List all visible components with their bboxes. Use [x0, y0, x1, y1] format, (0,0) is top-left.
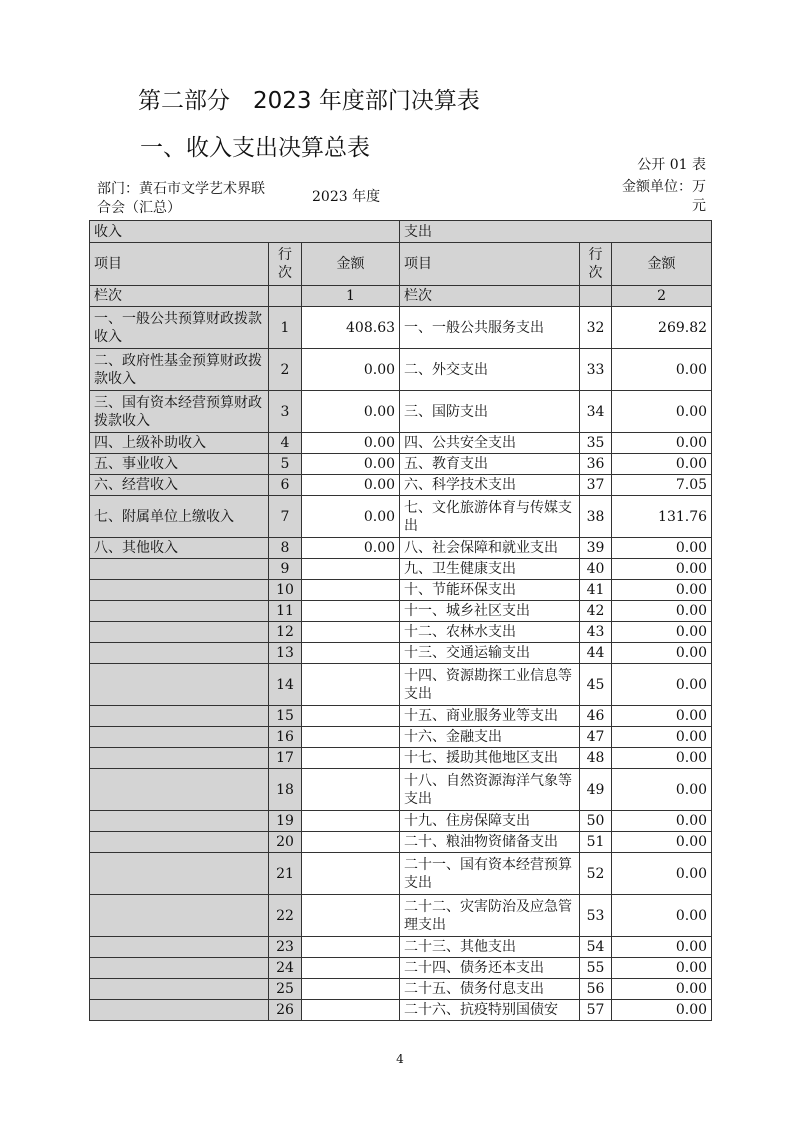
- expense-item-cell: 六、科学技术支出: [400, 475, 580, 496]
- expense-amount-cell: 0.00: [612, 601, 712, 622]
- expense-row-cell: 36: [580, 454, 612, 475]
- income-amount-cell: [302, 853, 400, 895]
- income-row-cell: 21: [269, 853, 302, 895]
- expense-row-cell: 35: [580, 433, 612, 454]
- income-amount-cell: 0.00: [302, 391, 400, 433]
- expense-amount-cell: 0.00: [612, 811, 712, 832]
- expense-amount-cell: 0.00: [612, 853, 712, 895]
- income-item-cell: 五、事业收入: [90, 454, 269, 475]
- income-amount-cell: [302, 1000, 400, 1021]
- income-item-cell: [90, 811, 269, 832]
- expense-item-cell: 十八、自然资源海洋气象等支出: [400, 769, 580, 811]
- table-row: [90, 748, 712, 769]
- expense-row-cell: 47: [580, 727, 612, 748]
- income-row-cell: 2: [269, 349, 302, 391]
- income-row-cell: 26: [269, 1000, 302, 1021]
- income-item-cell: 三、国有资本经营预算财政拨款收入: [90, 391, 269, 433]
- expense-item-cell: 二十五、债务付息支出: [400, 979, 580, 1000]
- income-item-cell: [90, 601, 269, 622]
- part-title: 第二部分 2023 年度部门决算表: [138, 88, 480, 114]
- expense-amount-cell: 0.00: [612, 559, 712, 580]
- table-row: [90, 538, 712, 559]
- expense-item-cell: 二十、粮油物资储备支出: [400, 832, 580, 853]
- table-row: [90, 643, 712, 664]
- income-row-cell: 15: [269, 706, 302, 727]
- expense-amount-cell: 0.00: [612, 454, 712, 475]
- expense-row-cell: 32: [580, 307, 612, 349]
- expense-amount-cell: 0.00: [612, 895, 712, 937]
- income-row-cell: 8: [269, 538, 302, 559]
- expense-row-cell: 42: [580, 601, 612, 622]
- expense-row-cell: 54: [580, 937, 612, 958]
- expense-item-cell: 五、教育支出: [400, 454, 580, 475]
- expense-amount-cell: 0.00: [612, 643, 712, 664]
- expense-row-cell: 57: [580, 1000, 612, 1021]
- expense-item-cell: 十九、住房保障支出: [400, 811, 580, 832]
- expense-item-cell: 三、国防支出: [400, 391, 580, 433]
- income-row-cell: 1: [269, 307, 302, 349]
- expense-row-cell: 50: [580, 811, 612, 832]
- expense-seq-number: 2: [612, 286, 712, 307]
- table-row: [90, 349, 712, 391]
- expense-item-cell: 二十三、其他支出: [400, 937, 580, 958]
- income-amount-header: 金额: [302, 243, 400, 286]
- expense-amount-cell: 0.00: [612, 979, 712, 1000]
- income-amount-cell: [302, 559, 400, 580]
- income-row-cell: 23: [269, 937, 302, 958]
- expense-row-header: 行次: [580, 243, 612, 286]
- income-item-cell: [90, 643, 269, 664]
- table-row: [90, 475, 712, 496]
- table-row: [90, 811, 712, 832]
- income-item-cell: 七、附属单位上缴收入: [90, 496, 269, 538]
- expense-item-cell: 八、社会保障和就业支出: [400, 538, 580, 559]
- income-amount-cell: [302, 895, 400, 937]
- table-row: [90, 706, 712, 727]
- income-seq-label: 栏次: [90, 286, 269, 307]
- income-item-cell: 二、政府性基金预算财政拨款收入: [90, 349, 269, 391]
- income-item-cell: 四、上级补助收入: [90, 433, 269, 454]
- table-row: [90, 895, 712, 937]
- income-amount-cell: [302, 958, 400, 979]
- income-item-cell: [90, 748, 269, 769]
- expense-row-cell: 51: [580, 832, 612, 853]
- expense-amount-cell: 7.05: [612, 475, 712, 496]
- expense-row-cell: 55: [580, 958, 612, 979]
- table-row: [90, 496, 712, 538]
- expense-row-cell: 38: [580, 496, 612, 538]
- table-row: [90, 769, 712, 811]
- income-row-cell: 22: [269, 895, 302, 937]
- table-row: [90, 937, 712, 958]
- income-item-cell: [90, 853, 269, 895]
- income-amount-cell: [302, 601, 400, 622]
- expense-item-cell: 十二、农林水支出: [400, 622, 580, 643]
- table-row: [90, 832, 712, 853]
- expense-row-cell: 40: [580, 559, 612, 580]
- table-row: [90, 853, 712, 895]
- column-header-row: [90, 243, 712, 286]
- expense-item-cell: 十六、金融支出: [400, 727, 580, 748]
- income-item-cell: 六、经营收入: [90, 475, 269, 496]
- department-label: 部门：黄石市文学艺术界联合会（汇总）: [97, 181, 265, 216]
- expense-amount-cell: 0.00: [612, 349, 712, 391]
- table-row: [90, 454, 712, 475]
- income-row-cell: 10: [269, 580, 302, 601]
- table-row: [90, 979, 712, 1000]
- income-amount-cell: [302, 937, 400, 958]
- expense-item-cell: 一、一般公共服务支出: [400, 307, 580, 349]
- expense-item-cell: 四、公共安全支出: [400, 433, 580, 454]
- income-item-cell: [90, 1000, 269, 1021]
- expense-item-cell: 七、文化旅游体育与传媒支出: [400, 496, 580, 538]
- income-amount-cell: [302, 643, 400, 664]
- expense-row-cell: 49: [580, 769, 612, 811]
- fiscal-year: 2023 年度: [312, 189, 381, 205]
- expense-row-cell: 34: [580, 391, 612, 433]
- expense-item-cell: 二十六、抗疫特别国债安: [400, 1000, 580, 1021]
- income-item-cell: [90, 895, 269, 937]
- income-amount-cell: [302, 811, 400, 832]
- income-row-cell: 20: [269, 832, 302, 853]
- income-row-cell: 18: [269, 769, 302, 811]
- expense-row-cell: 33: [580, 349, 612, 391]
- expense-item-cell: 十四、资源勘探工业信息等支出: [400, 664, 580, 706]
- income-row-cell: 24: [269, 958, 302, 979]
- income-amount-cell: [302, 622, 400, 643]
- expense-amount-cell: 0.00: [612, 622, 712, 643]
- income-item-cell: [90, 727, 269, 748]
- expense-row-cell: 52: [580, 853, 612, 895]
- income-group-header: 收入: [90, 221, 400, 243]
- expense-row-cell: 41: [580, 580, 612, 601]
- expense-amount-cell: 0.00: [612, 391, 712, 433]
- table-row: [90, 664, 712, 706]
- income-amount-cell: [302, 664, 400, 706]
- expense-row-cell: 37: [580, 475, 612, 496]
- expense-row-cell: 39: [580, 538, 612, 559]
- income-amount-cell: [302, 979, 400, 1000]
- income-amount-cell: [302, 832, 400, 853]
- income-amount-cell: [302, 580, 400, 601]
- expense-item-cell: 二十一、国有资本经营预算支出: [400, 853, 580, 895]
- income-row-cell: 16: [269, 727, 302, 748]
- expense-amount-cell: 0.00: [612, 832, 712, 853]
- income-row-cell: 11: [269, 601, 302, 622]
- income-row-cell: 12: [269, 622, 302, 643]
- income-item-cell: [90, 937, 269, 958]
- income-item-cell: 八、其他收入: [90, 538, 269, 559]
- income-row-cell: 6: [269, 475, 302, 496]
- expense-group-header: 支出: [400, 221, 712, 243]
- income-item-cell: [90, 769, 269, 811]
- income-row-cell: 17: [269, 748, 302, 769]
- table-row: [90, 433, 712, 454]
- income-row-cell: 9: [269, 559, 302, 580]
- column-seq-row: [90, 286, 712, 307]
- expense-item-cell: 二、外交支出: [400, 349, 580, 391]
- income-row-cell: 25: [269, 979, 302, 1000]
- expense-amount-cell: 0.00: [612, 748, 712, 769]
- expense-amount-cell: 0.00: [612, 580, 712, 601]
- income-seq-number: 1: [302, 286, 400, 307]
- income-expense-table: [89, 220, 712, 1021]
- income-amount-cell: 0.00: [302, 433, 400, 454]
- amount-unit: 金额单位：万元: [622, 179, 706, 214]
- income-amount-cell: 0.00: [302, 475, 400, 496]
- income-item-header: 项目: [90, 243, 269, 286]
- expense-row-cell: 45: [580, 664, 612, 706]
- expense-row-cell: 46: [580, 706, 612, 727]
- income-amount-cell: [302, 769, 400, 811]
- income-amount-cell: 0.00: [302, 496, 400, 538]
- expense-item-cell: 二十二、灾害防治及应急管理支出: [400, 895, 580, 937]
- table-row: [90, 559, 712, 580]
- income-amount-cell: [302, 748, 400, 769]
- table-code: 公开 01 表: [637, 157, 706, 173]
- income-row-header: 行次: [269, 243, 302, 286]
- expense-amount-cell: 0.00: [612, 433, 712, 454]
- expense-amount-cell: 0.00: [612, 958, 712, 979]
- expense-item-header: 项目: [400, 243, 580, 286]
- income-item-cell: 一、一般公共预算财政拨款收入: [90, 307, 269, 349]
- income-item-cell: [90, 958, 269, 979]
- income-amount-cell: 0.00: [302, 538, 400, 559]
- income-row-cell: 3: [269, 391, 302, 433]
- expense-amount-cell: 0.00: [612, 1000, 712, 1021]
- income-row-cell: 4: [269, 433, 302, 454]
- income-item-cell: [90, 559, 269, 580]
- expense-amount-cell: 0.00: [612, 769, 712, 811]
- expense-item-cell: 十一、城乡社区支出: [400, 601, 580, 622]
- income-amount-cell: [302, 727, 400, 748]
- expense-row-cell: 43: [580, 622, 612, 643]
- expense-row-cell: 48: [580, 748, 612, 769]
- expense-item-cell: 十五、商业服务业等支出: [400, 706, 580, 727]
- income-row-cell: 13: [269, 643, 302, 664]
- group-header-row: [90, 221, 712, 243]
- expense-amount-header: 金额: [612, 243, 712, 286]
- expense-seq-blank: [580, 286, 612, 307]
- expense-item-cell: 十、节能环保支出: [400, 580, 580, 601]
- income-row-cell: 7: [269, 496, 302, 538]
- expense-amount-cell: 131.76: [612, 496, 712, 538]
- income-item-cell: [90, 832, 269, 853]
- income-amount-cell: [302, 706, 400, 727]
- expense-amount-cell: 0.00: [612, 538, 712, 559]
- section-title: 一、收入支出决算总表: [140, 135, 370, 161]
- income-seq-blank: [269, 286, 302, 307]
- income-item-cell: [90, 580, 269, 601]
- table-row: [90, 307, 712, 349]
- table-row: [90, 580, 712, 601]
- expense-amount-cell: 269.82: [612, 307, 712, 349]
- expense-seq-label: 栏次: [400, 286, 580, 307]
- income-item-cell: [90, 664, 269, 706]
- table-row: [90, 958, 712, 979]
- page-number: 4: [396, 1052, 404, 1066]
- expense-amount-cell: 0.00: [612, 937, 712, 958]
- income-item-cell: [90, 706, 269, 727]
- expense-item-cell: 十七、援助其他地区支出: [400, 748, 580, 769]
- expense-amount-cell: 0.00: [612, 727, 712, 748]
- table-row: [90, 601, 712, 622]
- table-row: [90, 727, 712, 748]
- expense-amount-cell: 0.00: [612, 664, 712, 706]
- expense-item-cell: 二十四、债务还本支出: [400, 958, 580, 979]
- expense-row-cell: 56: [580, 979, 612, 1000]
- table-body: [90, 307, 712, 1021]
- expense-row-cell: 44: [580, 643, 612, 664]
- expense-item-cell: 九、卫生健康支出: [400, 559, 580, 580]
- table-row: [90, 1000, 712, 1021]
- income-amount-cell: 0.00: [302, 349, 400, 391]
- expense-row-cell: 53: [580, 895, 612, 937]
- income-row-cell: 19: [269, 811, 302, 832]
- income-amount-cell: 408.63: [302, 307, 400, 349]
- income-row-cell: 5: [269, 454, 302, 475]
- income-amount-cell: 0.00: [302, 454, 400, 475]
- expense-item-cell: 十三、交通运输支出: [400, 643, 580, 664]
- table-row: [90, 391, 712, 433]
- income-row-cell: 14: [269, 664, 302, 706]
- table-row: [90, 622, 712, 643]
- income-item-cell: [90, 622, 269, 643]
- expense-amount-cell: 0.00: [612, 706, 712, 727]
- income-item-cell: [90, 979, 269, 1000]
